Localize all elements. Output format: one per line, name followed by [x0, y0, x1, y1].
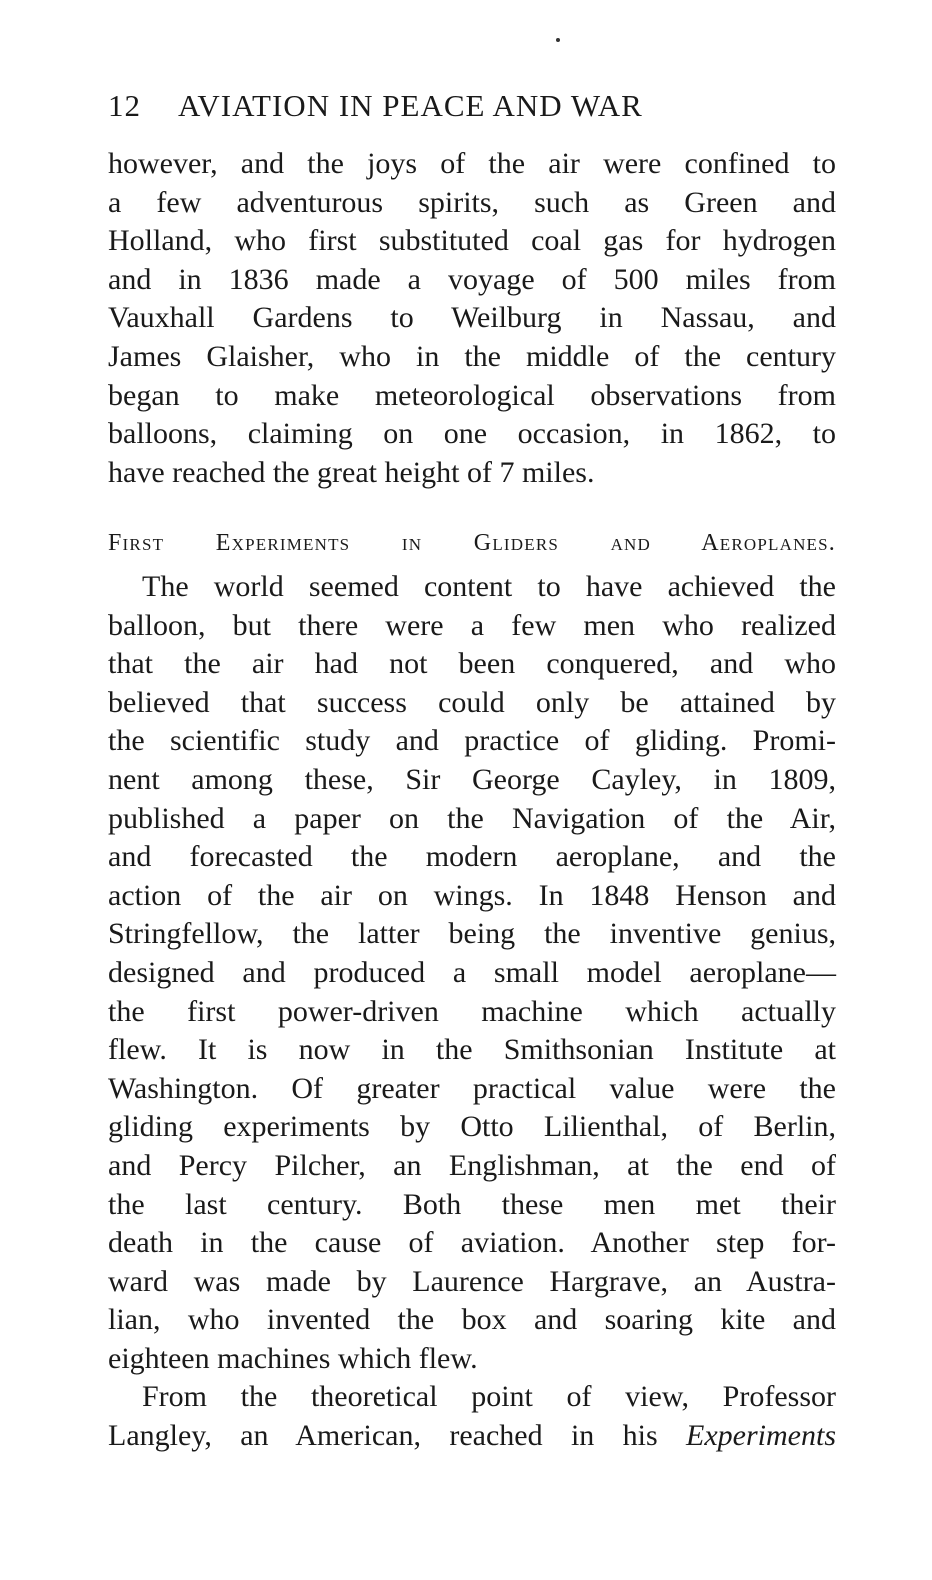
running-header — [108, 86, 836, 126]
paragraph-3 — [108, 1378, 836, 1455]
text-line: action of the air on wings. In 1848 Henson and — [108, 878, 836, 912]
text-line: published a paper on the Navigation of the Air, — [108, 801, 836, 835]
text-line: the scientific study and practice of gliding. Promi- — [108, 724, 836, 758]
text-line: balloons, claiming on one occasion, in 1862, to — [108, 417, 836, 451]
running-title: AVIATION IN PEACE AND WAR — [178, 88, 643, 123]
text-line: and forecasted the modern aeroplane, and the — [108, 840, 836, 874]
text-line: designed and produced a small model aeroplane— — [108, 955, 836, 989]
text-line: James Glaisher, who in the middle of the century — [108, 339, 836, 373]
text-line: balloon, but there were a few men who realized — [108, 608, 836, 642]
text-line: ward was made by Laurence Hargrave, an Austra- — [108, 1264, 836, 1298]
italic-title: Experiments — [686, 1418, 836, 1452]
text-line: eighteen machines which flew. — [108, 1341, 478, 1375]
text-line: nent among these, Sir George Cayley, in 1809, — [108, 762, 836, 796]
text-line: Vauxhall Gardens to Weilburg in Nassau, and — [108, 301, 836, 335]
paragraph-1 — [108, 145, 836, 492]
text-line: lian, who invented the box and soaring kite and — [108, 1303, 836, 1337]
text-line: and in 1836 made a voyage of 500 miles from — [108, 262, 836, 296]
text-line: death in the cause of aviation. Another step for- — [108, 1226, 836, 1260]
text-line: a few adventurous spirits, such as Green and — [108, 185, 836, 219]
paragraph-2 — [108, 568, 836, 1378]
text-line: Washington. Of greater practical value were the — [108, 1071, 836, 1105]
text-line: The world seemed content to have achieved the — [142, 570, 836, 603]
page-number: 12 — [108, 88, 141, 123]
text-line: flew. It is now in the Smithsonian Institute at — [108, 1033, 836, 1067]
text-line: From the theoretical point of view, Professor — [142, 1380, 836, 1413]
text-line: believed that success could only be attained by — [108, 685, 836, 719]
text-line: and Percy Pilcher, an Englishman, at the end of — [108, 1148, 836, 1182]
text-line: however, and the joys of the air were confined to — [108, 147, 836, 180]
text-line: the first power-driven machine which actually — [108, 994, 836, 1028]
section-heading: First Experiments in Gliders and Aeroplanes. — [108, 530, 836, 556]
text-line: Holland, who first substituted coal gas for hydrogen — [108, 224, 836, 258]
text-line: began to make meteorological observations from — [108, 378, 836, 412]
text-line: Stringfellow, the latter being the inventive genius, — [108, 917, 836, 951]
text-line-roman: Langley, an American, reached in his — [108, 1418, 658, 1452]
text-line: the last century. Both these men met their — [108, 1187, 836, 1221]
speck-mark — [556, 38, 560, 42]
text-line: have reached the great height of 7 miles. — [108, 455, 595, 489]
text-line: that the air had not been conquered, and who — [108, 647, 836, 681]
text-line — [108, 1417, 836, 1456]
text-line: gliding experiments by Otto Lilienthal, of Berlin, — [108, 1110, 836, 1144]
